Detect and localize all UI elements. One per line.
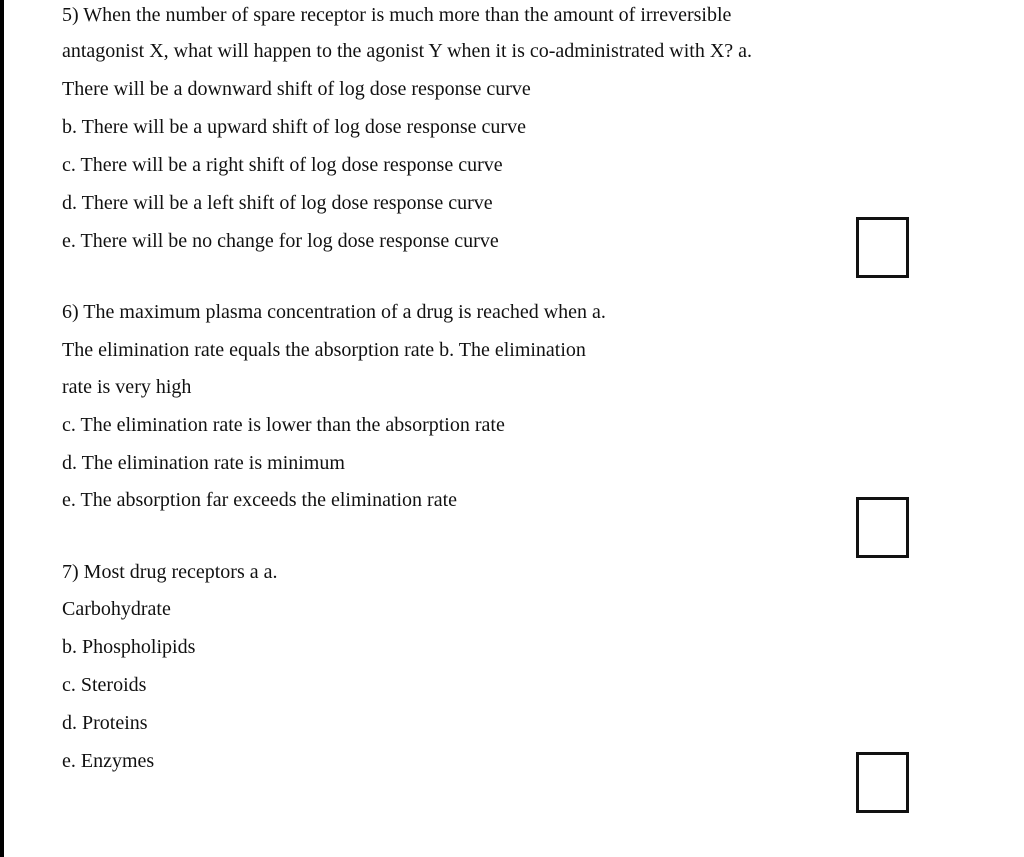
question-5-option-b: b. There will be a upward shift of log dose response curve bbox=[62, 116, 526, 138]
question-5-option-c: c. There will be a right shift of log dose response curve bbox=[62, 154, 503, 176]
question-6-option-d: d. The elimination rate is minimum bbox=[62, 452, 345, 474]
question-5-answer-box[interactable] bbox=[856, 217, 909, 278]
question-6-option-e: e. The absorption far exceeds the elimination rate bbox=[62, 489, 458, 511]
question-6-option-a: The elimination rate equals the absorption rate b. The elimination bbox=[62, 339, 586, 361]
question-7-option-e: e. Enzymes bbox=[62, 750, 155, 772]
question-5-option-d: d. There will be a left shift of log dose response curve bbox=[62, 192, 493, 214]
question-7-stem: 7) Most drug receptors a a. bbox=[62, 561, 278, 583]
question-7-option-d: d. Proteins bbox=[62, 712, 148, 734]
question-6-stem: 6) The maximum plasma concentration of a drug is reached when a. bbox=[62, 301, 606, 323]
question-6-answer-box[interactable] bbox=[856, 497, 909, 558]
question-5-stem: antagonist X, what will happen to the agonist Y when it is co-administrated with X? a. bbox=[62, 40, 753, 62]
question-7-option-c: c. Steroids bbox=[62, 674, 147, 696]
page-left-edge bbox=[0, 0, 4, 857]
question-7-answer-box[interactable] bbox=[856, 752, 909, 813]
question-6-option-b: rate is very high bbox=[62, 376, 192, 398]
question-5-stem: 5) When the number of spare receptor is much more than the amount of irreversible bbox=[62, 4, 732, 26]
question-7-option-a: Carbohydrate bbox=[62, 598, 171, 620]
question-7-option-b: b. Phospholipids bbox=[62, 636, 196, 658]
question-6-option-c: c. The elimination rate is lower than the absorption rate bbox=[62, 414, 505, 436]
question-5-option-a: There will be a downward shift of log dose response curve bbox=[62, 78, 531, 100]
question-5-option-e: e. There will be no change for log dose response curve bbox=[62, 230, 499, 252]
